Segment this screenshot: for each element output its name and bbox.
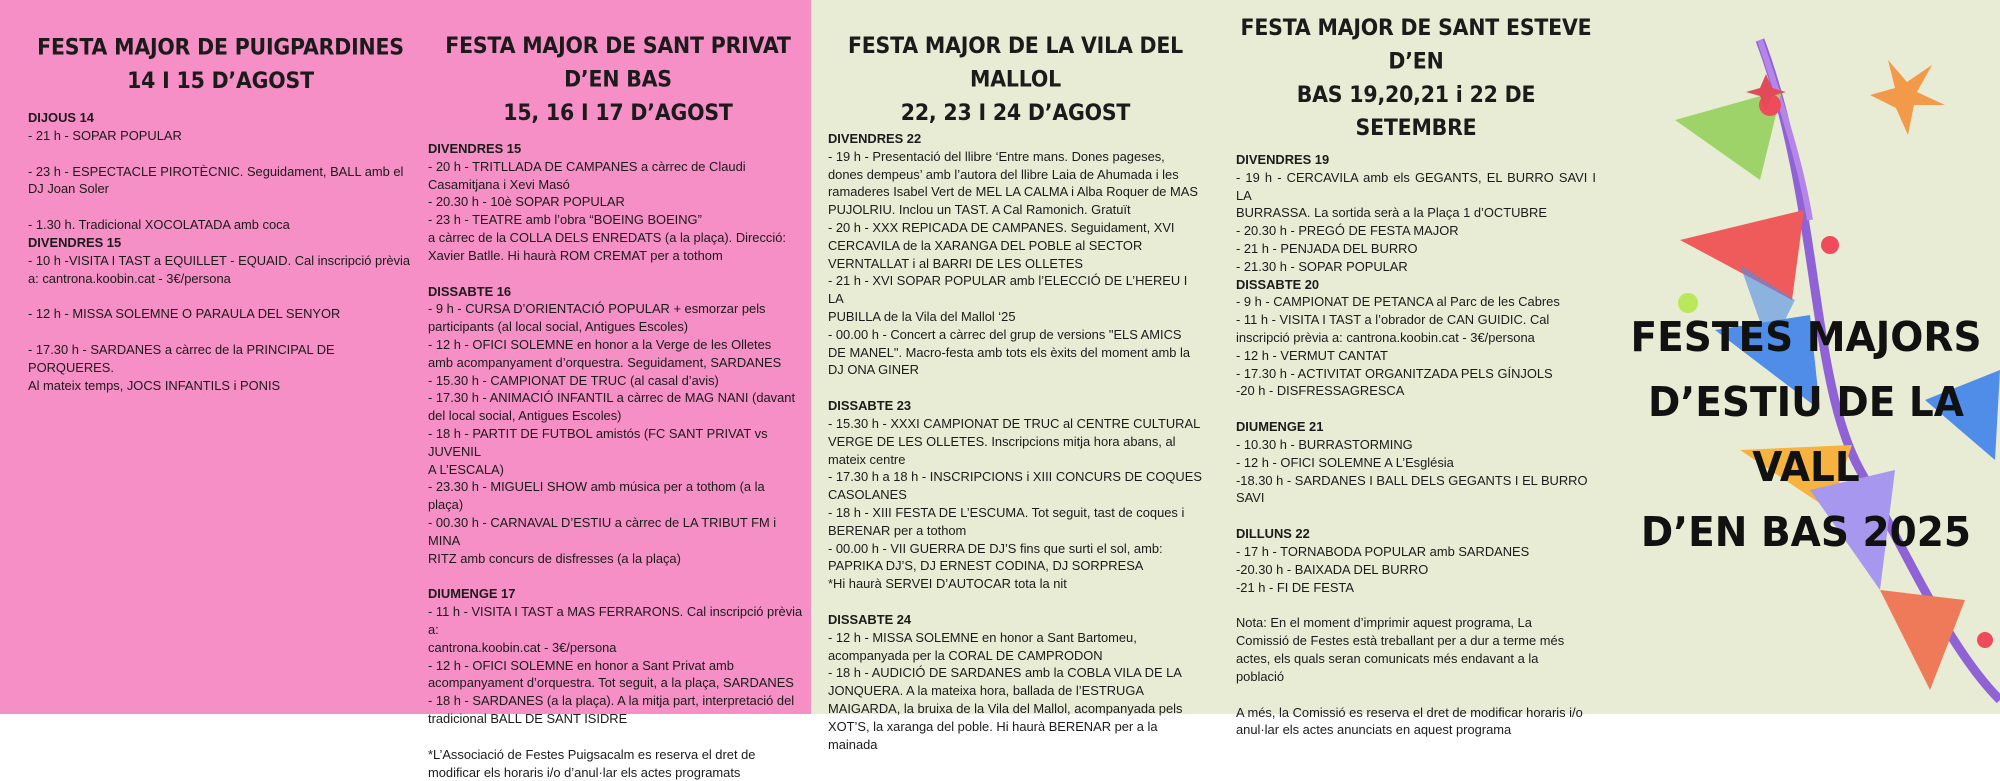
schedule-line: mateix centre [828,451,1203,469]
spacer [428,265,808,283]
day-heading: DISSABTE 24 [828,611,1203,629]
schedule-line: - 9 h - CURSA D’ORIENTACIÓ POPULAR + esmorzar pels [428,300,808,318]
schedule-line: CERCAVILA de la XARANGA DEL POBLE al SECTOR [828,237,1203,255]
schedule-line: *L’Associació de Festes Puigsacalm es reserva el dret de [428,746,808,764]
spacer [428,728,808,746]
schedule-line: plaça) [428,496,808,514]
schedule-line: població [1236,668,1596,686]
schedule-line: -20 h - DISFRESSAGRESCA [1236,382,1596,400]
day-heading: DIVENDRES 19 [1236,151,1596,169]
schedule-line: Nota: En el moment d’imprimir aquest programa, La [1236,614,1596,632]
schedule-line: PAPRIKA DJ’S, DJ ERNEST CODINA, DJ SORPRESA [828,557,1203,575]
schedule-line: - 20 h - XXX REPICADA DE CAMPANES. Seguidament, XVI [828,219,1203,237]
schedule-line: *Hi haurà SERVEI D’AUTOCAR tota la nit [828,575,1203,593]
day-heading: DIVENDRES 15 [28,234,413,252]
schedule-line: participants (al local social, Antigues Escoles) [428,318,808,336]
schedule-line: amb acompanyament d’orquestra. Seguidament, SARDANES [428,354,808,372]
schedule-line: - 18 h - AUDICIÓ DE SARDANES amb la COBLA VILA DE LA [828,664,1203,682]
spacer [28,323,413,341]
schedule-line: RITZ amb concurs de disfresses (a la plaça) [428,550,808,568]
spacer [828,379,1203,397]
spacer [1236,596,1596,614]
schedule-line: inscripció prèvia a: cantrona.koobin.cat - 3€/persona [1236,329,1596,347]
sant-esteve-title [1236,11,1596,145]
cover-title-line: FESTES MAJORS [1620,306,1992,371]
cover-title [1620,306,1992,566]
puigpardines-schedule [28,109,413,395]
schedule-line: Comissió de Festes està treballant per a dur a terme més [1236,632,1596,650]
day-heading: DIJOUS 14 [28,109,413,127]
day-heading: DISSABTE 23 [828,397,1203,415]
cover-title-line: D’EN BAS 2025 [1620,501,1992,566]
schedule-line: - 18 h - SARDANES (a la plaça). A la mitja part, interpretació del [428,692,808,710]
schedule-line: a càrrec de la COLLA DELS ENREDATS (a la plaça). Direcció: [428,229,808,247]
spacer [828,593,1203,611]
day-heading: DIVENDRES 22 [828,130,1203,148]
schedule-line: DJ ONA GINER [828,361,1203,379]
day-heading: DILLUNS 22 [1236,525,1596,543]
schedule-line: dones dempeus’ amb l’autora del llibre Laia de Ahumada i les [828,166,1203,184]
schedule-line: PUJOLRIU. Inclou un TAST. A Cal Ramonich. Gratuït [828,201,1203,219]
title-line: BAS 19,20,21 i 22 DE SETEMBRE [1297,81,1536,140]
schedule-line: - 18 h - XIII FESTA DE L’ESCUMA. Tot seguit, tast de coques i [828,504,1203,522]
schedule-line: - 00.30 h - CARNAVAL D’ESTIU a càrrec de LA TRIBUT FM i MINA [428,514,808,550]
schedule-line: - 1.30 h. Tradicional XOCOLATADA amb coca [28,216,413,234]
schedule-line: - 20.30 h - 10è SOPAR POPULAR [428,193,808,211]
star-icon [1870,60,1945,135]
schedule-line: JONQUERA. A la mateixa hora, ballada de l’ESTRUGA [828,682,1203,700]
spacer [428,567,808,585]
schedule-line: acompanyament d’orquestra. Tot seguit, a la plaça, SARDANES [428,674,808,692]
schedule-line: - 17.30 h - SARDANES a càrrec de la PRINCIPAL DE PORQUERES. [28,341,413,377]
schedule-line: - 20.30 h - PREGÓ DE FESTA MAJOR [1236,222,1596,240]
schedule-line: modificar els horaris i/o d’anul·lar els actes programats [428,764,808,781]
schedule-line: - 19 h - Presentació del llibre ‘Entre mans. Dones pageses, [828,148,1203,166]
schedule-line: mainada [828,736,1203,754]
schedule-line: MAIGARDA, la bruixa de la Vila del Mallol, acompanyada pels [828,700,1203,718]
spacer [28,198,413,216]
schedule-line: - 21.30 h - SOPAR POPULAR [1236,258,1596,276]
mallol-schedule [828,130,1203,753]
schedule-line: A L’ESCALA) [428,461,808,479]
schedule-line: - 11 h - VISITA I TAST a MAS FERRARONS. Cal inscripció prèvia a: [428,603,808,639]
schedule-line: - 12 h - OFICI SOLEMNE en honor a la Verge de les Olletes [428,336,808,354]
schedule-line: - 23.30 h - MIGUELI SHOW amb música per a tothom (a la [428,478,808,496]
day-heading: DIUMENGE 17 [428,585,808,603]
schedule-line: -20.30 h - BAIXADA DEL BURRO [1236,561,1596,579]
schedule-line: - 17.30 h - ANIMACIÓ INFANTIL a càrrec de MAG NANI (davant [428,389,808,407]
day-heading: DIUMENGE 21 [1236,418,1596,436]
schedule-line: Al mateix temps, JOCS INFANTILS i PONIS [28,377,413,395]
schedule-line: - 17.30 h a 18 h - INSCRIPCIONS i XIII CONCURS DE COQUES [828,468,1203,486]
schedule-line: - 00.00 h - Concert a càrrec del grup de versions "ELS AMICS [828,326,1203,344]
schedule-line: DE MANEL". Macro-festa amb tots els èxits del moment amb la [828,344,1203,362]
schedule-line: - 12 h - VERMUT CANTAT [1236,347,1596,365]
schedule-line: - 17 h - TORNABODA POPULAR amb SARDANES [1236,543,1596,561]
schedule-line: -18.30 h - SARDANES I BALL DELS GEGANTS I EL BURRO [1236,472,1596,490]
puigpardines-column [28,0,413,395]
title-line: FESTA MAJOR DE SANT ESTEVE D’EN [1241,14,1592,73]
day-heading: DISSABTE 16 [428,283,808,301]
pennant-red [1680,210,1804,300]
schedule-line: del local social, Antigues Escoles) [428,407,808,425]
schedule-line: a: cantrona.koobin.cat - 3€/persona [28,270,413,288]
schedule-line: ramaderes Isabel Vert de MEL LA CALMA i Alba Roquer de MAS [828,183,1203,201]
schedule-line: - 10 h -VISITA I TAST a EQUILLET - EQUAID. Cal inscripció prèvia [28,252,413,270]
schedule-line: - 23 h - ESPECTACLE PIROTÈCNIC. Seguidament, BALL amb el [28,163,413,181]
schedule-line: - 21 h - PENJADA DEL BURRO [1236,240,1596,258]
sant-esteve-column [1236,0,1596,739]
title-line: FESTA MAJOR DE SANT PRIVAT D’EN BAS [445,33,790,92]
mallol-title [828,29,1203,129]
schedule-line: BURRASSA. La sortida serà a la Plaça 1 d’OCTUBRE [1236,204,1596,222]
schedule-line: XOT’S, la xaranga del poble. Hi haurà BERENAR per a la [828,718,1203,736]
spacer [1236,686,1596,704]
schedule-line: BERENAR per a tothom [828,522,1203,540]
schedule-line: - 18 h - PARTIT DE FUTBOL amistós (FC SANT PRIVAT vs JUVENIL [428,425,808,461]
schedule-line: - 12 h - MISSA SOLEMNE O PARAULA DEL SENYOR [28,305,413,323]
schedule-line: - 21 h - SOPAR POPULAR [28,127,413,145]
schedule-line: - 10.30 h - BURRASTORMING [1236,436,1596,454]
schedule-line: CASOLANES [828,486,1203,504]
schedule-line: - 11 h - VISITA I TAST a l’obrador de CAN GUIDIC. Cal [1236,311,1596,329]
schedule-line: PUBILLA de la Vila del Mallol ‘25 [828,308,1203,326]
schedule-line: - 12 h - OFICI SOLEMNE A L’Església [1236,454,1596,472]
schedule-line: - 21 h - XVI SOPAR POPULAR amb l’ELECCIÓ DE L’HEREU I LA [828,272,1203,308]
day-heading: DISSABTE 20 [1236,276,1596,294]
puigpardines-title [28,31,413,98]
schedule-line: cantrona.koobin.cat - 3€/persona [428,639,808,657]
spacer [28,287,413,305]
bead-red [1977,632,1993,648]
sant-privat-column [428,0,808,781]
schedule-line: - 15.30 h - CAMPIONAT DE TRUC (al casal d’avis) [428,372,808,390]
bead-red [1821,236,1839,254]
schedule-line: SAVI [1236,489,1596,507]
schedule-line: Xavier Batlle. Hi haurà ROM CREMAT per a tothom [428,247,808,265]
day-heading: DIVENDRES 15 [428,140,808,158]
schedule-line: VERNTALLAT i al BARRI DE LES OLLETES [828,255,1203,273]
title-line: 22, 23 I 24 D’AGOST [901,99,1130,125]
schedule-line: tradicional BALL DE SANT ISIDRE [428,710,808,728]
schedule-line: actes, els quals seran comunicats més endavant a la [1236,650,1596,668]
spacer [28,145,413,163]
schedule-line: Casamitjana i Xevi Masó [428,176,808,194]
schedule-line: acompanyada per la CORAL DE CAMPRODON [828,647,1203,665]
sant-privat-title [428,29,808,129]
schedule-line: -21 h - FI DE FESTA [1236,579,1596,597]
cover-title-line: D’ESTIU DE LA VALL [1620,371,1992,501]
spacer [1236,507,1596,525]
schedule-line: - 9 h - CAMPIONAT DE PETANCA al Parc de les Cabres [1236,293,1596,311]
schedule-line: - 15.30 h - XXXI CAMPIONAT DE TRUC al CENTRE CULTURAL [828,415,1203,433]
title-line: 15, 16 I 17 D’AGOST [503,99,732,125]
schedule-line: - 12 h - OFICI SOLEMNE en honor a Sant Privat amb [428,657,808,675]
sant-esteve-schedule [1236,151,1596,739]
sant-privat-schedule [428,140,808,781]
title-line: FESTA MAJOR DE LA VILA DEL MALLOL [848,33,1183,92]
schedule-line: DJ Joan Soler [28,180,413,198]
schedule-line: anul·lar els actes anunciats en aquest programa [1236,721,1596,739]
schedule-line: - 00.00 h - VII GUERRA DE DJ’S fins que surti el sol, amb: [828,540,1203,558]
schedule-line: - 23 h - TEATRE amb l’obra “BOEING BOEING” [428,211,808,229]
schedule-line: - 17.30 h - ACTIVITAT ORGANITZADA PELS GÍNJOLS [1236,365,1596,383]
schedule-line: VERGE DE LES OLLETES. Inscripcions mitja hora abans, al [828,433,1203,451]
title-line: 14 I 15 D’AGOST [127,67,314,93]
spacer [1236,400,1596,418]
title-line: FESTA MAJOR DE PUIGPARDINES [37,34,404,60]
mallol-column [828,0,1203,753]
schedule-line: - 12 h - MISSA SOLEMNE en honor a Sant Bartomeu, [828,629,1203,647]
schedule-line: A més, la Comissió es reserva el dret de modificar horaris i/o [1236,704,1596,722]
schedule-line: - 19 h - CERCAVILA amb els GEGANTS, EL BURRO SAVI I LA [1236,169,1596,205]
schedule-line: - 20 h - TRITLLADA DE CAMPANES a càrrec de Claudi [428,158,808,176]
